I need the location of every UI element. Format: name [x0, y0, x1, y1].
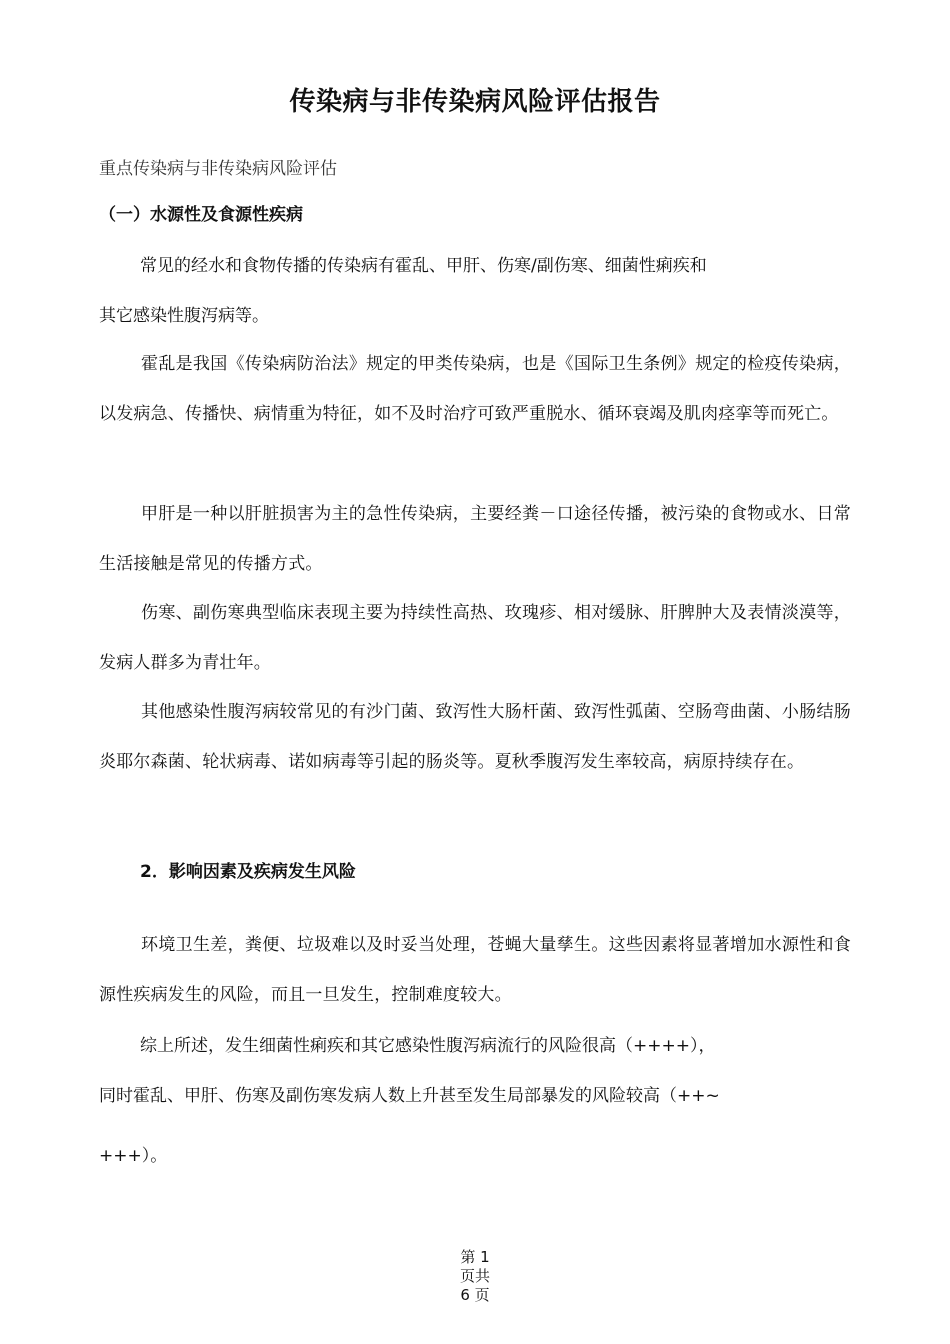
page-number-line-3: 6 页	[460, 1286, 490, 1304]
paragraph-cholera: 霍乱是我国《传染病防治法》规定的甲类传染病，也是《国际卫生条例》规定的检疫传染病，以发病急、传播快、病情重为特征，如不及时治疗可致严重脱水、循环衰竭及肌肉痉挛等而死亡。	[99, 354, 851, 424]
summary-line-1: 综上所述，发生细菌性痢疾和其它感染性腹泻病流行的风险很高（++++），	[140, 1036, 716, 1056]
page-number-line-2: 页共	[459, 1267, 490, 1285]
paragraph-diarrhea: 其他感染性腹泻病较常见的有沙门菌、致泻性大肠杆菌、致泻性弧菌、空肠弯曲菌、小肠结肠炎耶尔森菌、轮状病毒、诺如病毒等引起的肠炎等。夏秋季腹泻发生率较高，病原持续存在。	[99, 702, 851, 772]
paragraph-hepatitis-a: 甲肝是一种以肝脏损害为主的急性传染病，主要经粪－口途径传播，被污染的食物或水、日常生活接触是常见的传播方式。	[99, 504, 851, 574]
page-footer	[0, 1248, 950, 1305]
page-title: 传染病与非传染病风险评估报告	[289, 87, 661, 117]
section-heading-2: 2．影响因素及疾病发生风险	[140, 862, 356, 882]
section-heading-1: （一）水源性及食源性疾病	[99, 205, 303, 225]
paragraph-risk-factors: 环境卫生差，粪便、垃圾难以及时妥当处理，苍蝇大量孳生。这些因素将显著增加水源性和食源性疾病发生的风险，而且一旦发生，控制难度较大。	[99, 935, 851, 1005]
document-subtitle: 重点传染病与非传染病风险评估	[99, 159, 337, 179]
summary-line-2: 同时霍乱、甲肝、伤寒及副伤寒发病人数上升甚至发生局部暴发的风险较高（++~	[99, 1086, 720, 1106]
paragraph-1-line-1: 常见的经水和食物传播的传染病有霍乱、甲肝、伤寒/副伤寒、细菌性痢疾和	[140, 256, 707, 276]
paragraph-1-line-2: 其它感染性腹泻病等。	[99, 306, 269, 326]
page-number-line-1: 第 1	[460, 1248, 490, 1266]
summary-line-3: +++）。	[99, 1146, 168, 1166]
paragraph-typhoid: 伤寒、副伤寒典型临床表现主要为持续性高热、玫瑰疹、相对缓脉、肝脾肿大及表情淡漠等，发病人群多为青壮年。	[99, 603, 851, 673]
